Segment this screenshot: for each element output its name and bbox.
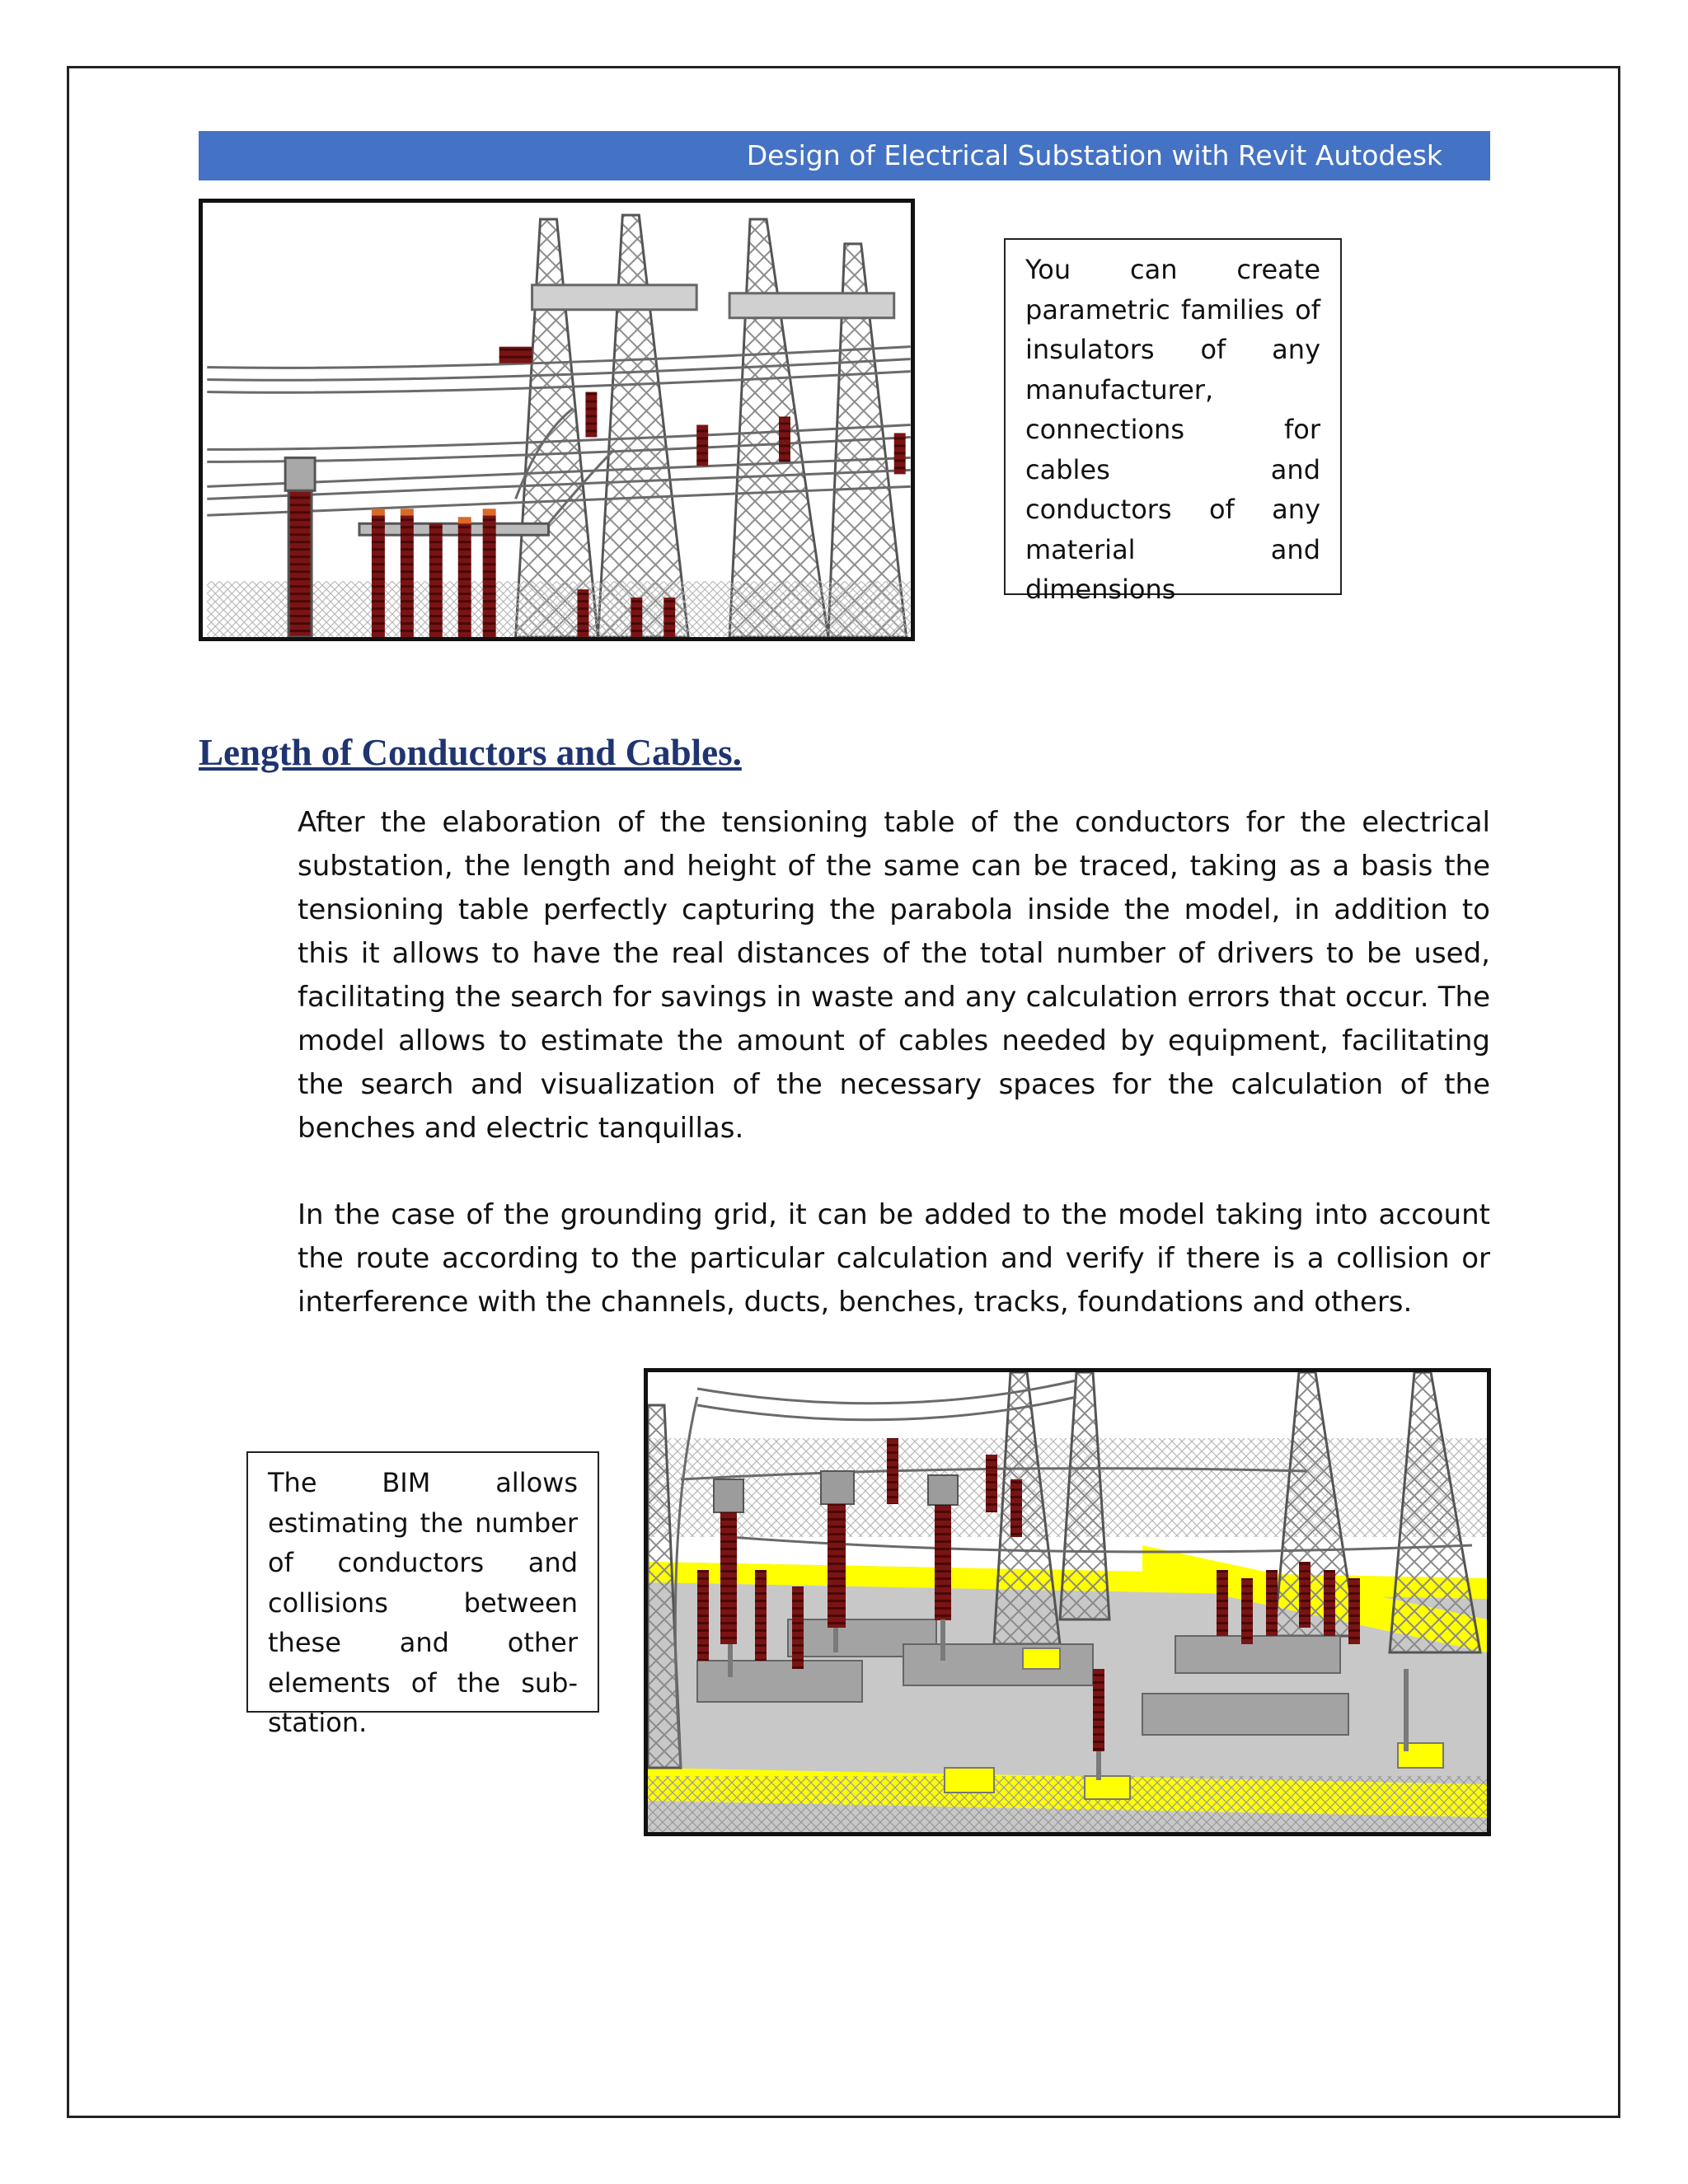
paragraph-grounding-grid: In the case of the grounding grid, it can be added to the model taking into account the route according to the particular calculation and verify if there is a collision or interference with the channels, ducts, benches, tracks, foundations and others. bbox=[298, 1198, 1490, 1319]
substation-towers-image bbox=[199, 199, 915, 641]
callout-bim-estimating: The BIM allows estimating the number of conductors and collisions between these and other elements of the sub-station. bbox=[246, 1451, 599, 1713]
callout-parametric-families: You can create parametric families of insulators of any manufacturer, connections for cables and conductors of any material and dimensions bbox=[1004, 238, 1342, 595]
substation-yard-image bbox=[644, 1368, 1491, 1836]
page-header bbox=[199, 131, 1490, 180]
header-title: Design of Electrical Substation with Revit Autodesk bbox=[746, 139, 1442, 171]
paragraph-conductor-length: After the elaboration of the tensioning table of the conductors for the electrical substation, the length and height of the same can be traced, taking as a basis the tensioning table perfectly capturing the parabola inside the model, in addition to this it allows to have the real distances of the total number of drivers to be used, facilitating the search for savings in waste and any calculation errors that occur. The model allows to estimate the amount of cables needed by equipment, facilitating the search and visualization of the necessary spaces for the calculation of the benches and electric tanquillas. bbox=[298, 806, 1490, 1145]
section-title: Length of Conductors and Cables. bbox=[199, 732, 742, 773]
